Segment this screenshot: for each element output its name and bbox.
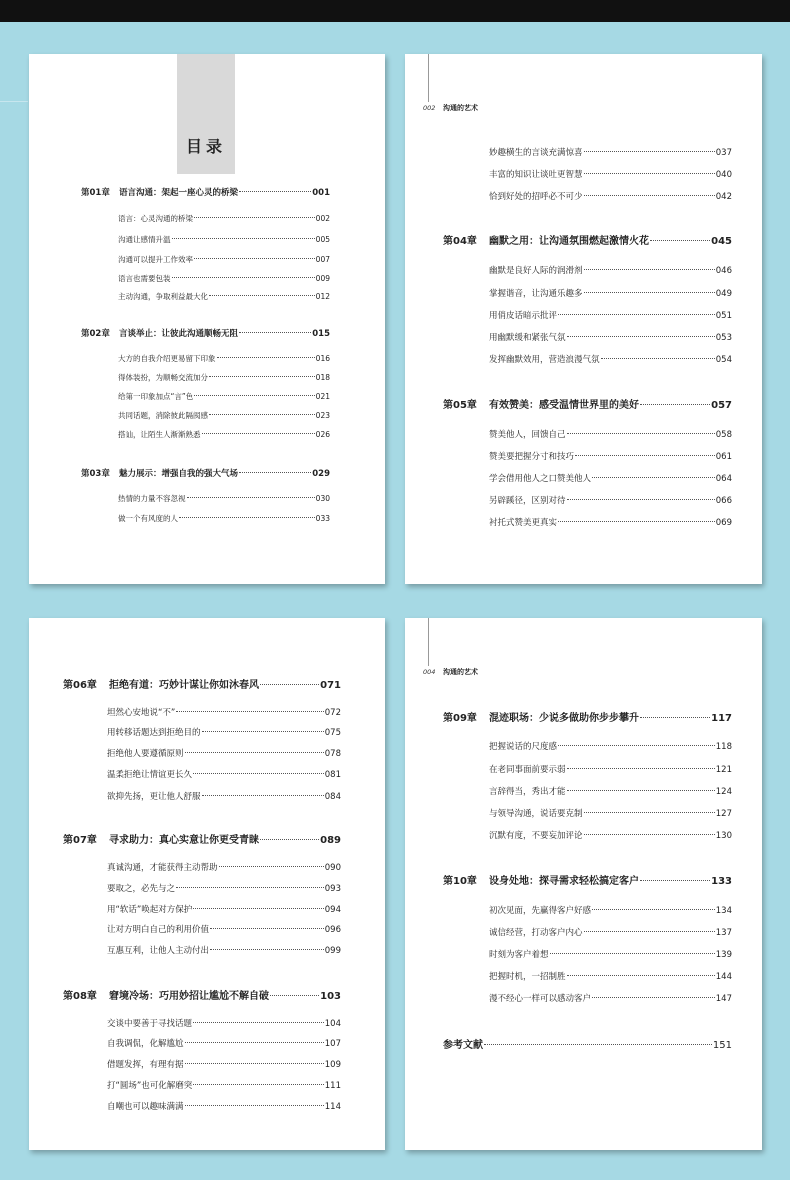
- chapter-page: 117: [711, 713, 732, 724]
- section-title: 幽默是良好人际的润滑剂: [489, 266, 583, 276]
- leader-dots: [176, 711, 323, 712]
- section-page: 021: [315, 392, 330, 401]
- references-label: 参考文献: [443, 1040, 483, 1051]
- leader-dots: [187, 497, 315, 498]
- section-title: 掌握谐音，让沟通乐趣多: [489, 289, 583, 299]
- section-title: 沉默有度，不要妄加评论: [489, 831, 583, 841]
- section-title: 用“软话”唤起对方保护: [107, 905, 193, 915]
- leader-dots: [193, 773, 324, 774]
- section-row[interactable]: [489, 926, 732, 938]
- section-row[interactable]: [107, 1037, 341, 1049]
- section-title: 让对方明白自己的利用价值: [107, 925, 210, 935]
- leader-dots: [193, 1022, 324, 1023]
- section-title: 交谈中要善于寻找话题: [107, 1019, 193, 1029]
- section-page: 037: [715, 148, 732, 158]
- chapter-title: 窘境冷场：巧用妙招让尴尬不解自破: [109, 991, 269, 1002]
- section-row[interactable]: [118, 291, 330, 302]
- section-row[interactable]: [118, 410, 330, 421]
- leader-dots: [260, 684, 319, 685]
- section-title: 给第一印象加点“言”色: [118, 392, 194, 401]
- section-title: 欲抑先扬，更让他人舒服: [107, 792, 201, 802]
- section-title: 温柔拒绝让情谊更长久: [107, 770, 193, 780]
- section-page: 144: [715, 972, 732, 982]
- section-title: 妙趣横生的言谈充满惊喜: [489, 148, 583, 158]
- section-page: 012: [315, 292, 330, 301]
- leader-dots: [567, 499, 715, 500]
- section-page: 049: [715, 289, 732, 299]
- leader-dots: [567, 433, 715, 434]
- chapter-page: 133: [711, 876, 732, 887]
- chapter-page: 029: [312, 469, 330, 479]
- references-row[interactable]: [443, 1036, 732, 1051]
- chapter-label: 第03章: [81, 469, 110, 479]
- section-title: 漫不经心一样可以感动客户: [489, 994, 592, 1004]
- section-page: 046: [715, 266, 732, 276]
- section-row[interactable]: [107, 1079, 341, 1091]
- section-page: 081: [324, 770, 341, 780]
- leader-dots: [209, 376, 315, 377]
- section-page: 066: [715, 496, 732, 506]
- leader-dots: [584, 151, 715, 152]
- chapter-row[interactable]: [443, 232, 732, 247]
- leader-dots: [584, 834, 715, 835]
- section-row[interactable]: [107, 1100, 341, 1112]
- section-row[interactable]: [489, 472, 732, 484]
- running-header: 沟通的艺术: [443, 668, 478, 676]
- section-title: 互惠互利，让他人主动付出: [107, 946, 210, 956]
- section-title: 搭讪，让陌生人渐渐熟悉: [118, 430, 201, 439]
- leader-dots: [592, 997, 715, 998]
- chapter-label: 第06章: [63, 680, 97, 691]
- chapter-row[interactable]: [81, 327, 330, 339]
- chapter-page: 015: [312, 329, 330, 339]
- section-row[interactable]: [489, 146, 732, 158]
- section-title: 沟通可以提升工作效率: [118, 255, 193, 264]
- leader-dots: [640, 717, 710, 718]
- section-page: 137: [715, 928, 732, 938]
- leader-dots: [270, 995, 319, 996]
- leader-dots: [592, 909, 715, 910]
- chapter-page: 089: [320, 835, 341, 846]
- section-title: 借题发挥，有理有据: [107, 1060, 184, 1070]
- toc-page-1: [29, 54, 385, 584]
- chapter-title: 语言沟通：架起一座心灵的桥梁: [119, 188, 239, 198]
- leader-dots: [260, 839, 319, 840]
- section-page: 127: [715, 809, 732, 819]
- section-title: 赞美要把握分寸和技巧: [489, 452, 575, 462]
- leader-dots: [209, 414, 315, 415]
- leader-dots: [194, 217, 315, 218]
- leader-dots: [558, 314, 715, 315]
- section-row[interactable]: [489, 309, 732, 321]
- section-title: 在老同事面前要示弱: [489, 765, 566, 775]
- section-page: 094: [324, 905, 341, 915]
- section-row[interactable]: [489, 970, 732, 982]
- section-title: 与领导沟通，说话要克制: [489, 809, 583, 819]
- section-title: 把握说话的尺度感: [489, 742, 558, 752]
- section-page: 107: [324, 1039, 341, 1049]
- chapter-row[interactable]: [443, 396, 732, 411]
- chapter-label: 第10章: [443, 876, 477, 887]
- toc-page-2: [405, 54, 762, 584]
- leader-dots: [239, 191, 311, 192]
- section-page: 033: [315, 514, 330, 523]
- section-row[interactable]: [489, 353, 732, 365]
- section-row[interactable]: [118, 513, 330, 524]
- section-page: 072: [324, 708, 341, 718]
- running-header: 沟通的艺术: [443, 104, 478, 112]
- section-row[interactable]: [107, 726, 341, 738]
- leader-dots: [592, 477, 715, 478]
- section-row[interactable]: [489, 948, 732, 960]
- section-title: 主动沟通，争取利益最大化: [118, 292, 208, 301]
- section-row[interactable]: [489, 785, 732, 797]
- chapter-page: 001: [312, 188, 330, 198]
- section-title: 语言也需要包装: [118, 274, 171, 283]
- leader-dots: [567, 975, 715, 976]
- leader-dots: [185, 1042, 324, 1043]
- chapter-row[interactable]: [443, 872, 732, 887]
- leader-dots: [210, 949, 324, 950]
- section-page: 058: [715, 430, 732, 440]
- chapter-row[interactable]: [63, 831, 341, 846]
- section-title: 打“圆场”也可化解磨突: [107, 1081, 193, 1091]
- leader-dots: [172, 238, 315, 239]
- section-row[interactable]: [107, 1017, 341, 1029]
- leader-dots: [584, 195, 715, 196]
- section-row[interactable]: [489, 494, 732, 506]
- leader-dots: [484, 1044, 712, 1045]
- chapter-page: 103: [320, 991, 341, 1002]
- section-row[interactable]: [118, 234, 330, 245]
- section-row[interactable]: [118, 213, 330, 224]
- section-row[interactable]: [118, 372, 330, 383]
- section-page: 114: [324, 1102, 341, 1112]
- section-page: 093: [324, 884, 341, 894]
- section-row[interactable]: [489, 904, 732, 916]
- section-page: 118: [715, 742, 732, 752]
- section-page: 053: [715, 333, 732, 343]
- header-rule: [428, 618, 429, 666]
- section-title: 另辟蹊径，区别对待: [489, 496, 566, 506]
- section-page: 042: [715, 192, 732, 202]
- section-title: 衬托式赞美更真实: [489, 518, 558, 528]
- leader-dots: [584, 812, 715, 813]
- section-row[interactable]: [489, 829, 732, 841]
- leader-dots: [640, 404, 710, 405]
- leader-dots: [550, 953, 715, 954]
- section-title: 把握时机，一招制胜: [489, 972, 566, 982]
- chapter-page: 071: [320, 680, 341, 691]
- section-title: 初次见面，先赢得客户好感: [489, 906, 592, 916]
- section-page: 007: [315, 255, 330, 264]
- chapter-label: 第08章: [63, 991, 97, 1002]
- section-title: 时刻为客户着想: [489, 950, 549, 960]
- section-row[interactable]: [107, 1058, 341, 1070]
- chapter-label: 第09章: [443, 713, 477, 724]
- leader-dots: [202, 433, 315, 434]
- section-title: 赞美他人，回馈自己: [489, 430, 566, 440]
- top-bar: [0, 0, 790, 22]
- leader-dots: [193, 908, 323, 909]
- header-rule: [428, 54, 429, 102]
- section-page: 075: [324, 728, 341, 738]
- chapter-label: 第02章: [81, 329, 110, 339]
- toc-page-4: [405, 618, 762, 1150]
- leader-dots: [567, 790, 715, 791]
- section-row[interactable]: [489, 516, 732, 528]
- leader-dots: [185, 1105, 324, 1106]
- section-page: 030: [315, 494, 330, 503]
- section-title: 发挥幽默效用，营造浪漫气氛: [489, 355, 600, 365]
- section-row[interactable]: [107, 706, 341, 718]
- leader-dots: [567, 336, 715, 337]
- section-page: 096: [324, 925, 341, 935]
- chapter-title: 幽默之用：让沟通氛围燃起激情火花: [489, 236, 649, 247]
- section-row[interactable]: [107, 790, 341, 802]
- leader-dots: [584, 931, 715, 932]
- section-row[interactable]: [489, 264, 732, 276]
- section-row[interactable]: [489, 331, 732, 343]
- section-page: 134: [715, 906, 732, 916]
- section-page: 104: [324, 1019, 341, 1029]
- section-row[interactable]: [118, 391, 330, 402]
- section-page: 061: [715, 452, 732, 462]
- leader-dots: [650, 240, 710, 241]
- leader-dots: [172, 277, 315, 278]
- section-row[interactable]: [107, 768, 341, 780]
- leader-dots: [179, 517, 315, 518]
- section-page: 147: [715, 994, 732, 1004]
- toc-page-3: [29, 618, 385, 1150]
- section-page: 124: [715, 787, 732, 797]
- chapter-title: 寻求助力：真心实意让你更受青睐: [109, 835, 259, 846]
- section-page: 054: [715, 355, 732, 365]
- leader-dots: [567, 768, 715, 769]
- section-row[interactable]: [107, 923, 341, 935]
- section-title: 拒绝他人要遵循原则: [107, 749, 184, 759]
- chapter-title: 拒绝有道：巧妙计谋让你如沐春风: [109, 680, 259, 691]
- leader-dots: [202, 731, 324, 732]
- section-row[interactable]: [107, 882, 341, 894]
- section-title: 沟通让感情升温: [118, 235, 171, 244]
- leader-dots: [176, 887, 324, 888]
- leader-dots: [640, 880, 710, 881]
- section-title: 丰富的知识让谈吐更智慧: [489, 170, 583, 180]
- section-page: 016: [315, 354, 330, 363]
- section-title: 语言：心灵沟通的桥梁: [118, 214, 193, 223]
- section-title: 言辞得当，秀出才能: [489, 787, 566, 797]
- section-row[interactable]: [107, 861, 341, 873]
- section-title: 诚信经营，打动客户内心: [489, 928, 583, 938]
- leader-dots: [194, 395, 314, 396]
- section-title: 用俏皮话暗示批评: [489, 311, 558, 321]
- chapter-row[interactable]: [81, 186, 330, 198]
- section-row[interactable]: [489, 428, 732, 440]
- chapter-title: 有效赞美：感受温情世界里的美好: [489, 400, 639, 411]
- leader-dots: [584, 292, 715, 293]
- section-title: 热情的力量不容忽视: [118, 494, 186, 503]
- section-page: 051: [715, 311, 732, 321]
- section-page: 040: [715, 170, 732, 180]
- section-page: 064: [715, 474, 732, 484]
- section-title: 要取之，必先与之: [107, 884, 176, 894]
- leader-dots: [219, 866, 324, 867]
- section-page: 009: [315, 274, 330, 283]
- chapter-page: 045: [711, 236, 732, 247]
- chapter-row[interactable]: [443, 709, 732, 724]
- section-title: 自嘲也可以趣味满满: [107, 1102, 184, 1112]
- leader-dots: [209, 295, 315, 296]
- chapter-label: 第04章: [443, 236, 477, 247]
- toc-title: 目录: [185, 137, 226, 156]
- section-row[interactable]: [489, 763, 732, 775]
- section-page: 023: [315, 411, 330, 420]
- chapter-row[interactable]: [81, 467, 330, 479]
- section-page: 084: [324, 792, 341, 802]
- leader-dots: [185, 752, 324, 753]
- section-row[interactable]: [118, 493, 330, 504]
- leader-dots: [217, 357, 315, 358]
- section-title: 得体装扮，为顺畅交流加分: [118, 373, 208, 382]
- section-row[interactable]: [107, 903, 341, 915]
- leader-dots: [193, 1084, 323, 1085]
- section-page: 005: [315, 235, 330, 244]
- section-page: 099: [324, 946, 341, 956]
- section-title: 坦然心安地说“不”: [107, 708, 176, 718]
- section-title: 学会借用他人之口赞美他人: [489, 474, 592, 484]
- leader-dots: [584, 173, 715, 174]
- chapter-label: 第01章: [81, 188, 110, 198]
- section-title: 自我调侃，化解尴尬: [107, 1039, 184, 1049]
- section-row[interactable]: [118, 353, 330, 364]
- leader-dots: [210, 928, 324, 929]
- section-page: 069: [715, 518, 732, 528]
- section-row[interactable]: [107, 747, 341, 759]
- section-row[interactable]: [118, 254, 330, 265]
- section-row[interactable]: [118, 429, 330, 440]
- page-number: 002: [423, 104, 436, 112]
- leader-dots: [239, 332, 311, 333]
- section-row[interactable]: [489, 287, 732, 299]
- leader-dots: [202, 795, 324, 796]
- leader-dots: [239, 472, 311, 473]
- section-page: 121: [715, 765, 732, 775]
- section-page: 139: [715, 950, 732, 960]
- section-title: 用转移话题达到拒绝目的: [107, 728, 201, 738]
- section-row[interactable]: [107, 944, 341, 956]
- references-page: 151: [712, 1040, 732, 1051]
- chapter-label: 第05章: [443, 400, 477, 411]
- chapter-title: 言谈举止：让彼此沟通顺畅无阻: [119, 329, 239, 339]
- section-page: 018: [315, 373, 330, 382]
- leader-dots: [601, 358, 715, 359]
- chapter-page: 057: [711, 400, 732, 411]
- chapter-row[interactable]: [63, 676, 341, 691]
- chapter-title: 设身处地：探寻需求轻松搞定客户: [489, 876, 639, 887]
- section-row[interactable]: [489, 450, 732, 462]
- section-row[interactable]: [489, 807, 732, 819]
- leader-dots: [194, 258, 315, 259]
- section-page: 026: [315, 430, 330, 439]
- leader-dots: [558, 521, 715, 522]
- section-page: 090: [324, 863, 341, 873]
- section-title: 用幽默缓和紧张气氛: [489, 333, 566, 343]
- section-title: 做一个有风度的人: [118, 514, 178, 523]
- section-title: 大方的自我介绍更易留下印象: [118, 354, 216, 363]
- section-row[interactable]: [489, 190, 732, 202]
- section-title: 共同话题，消除彼此隔阂感: [118, 411, 208, 420]
- section-page: 111: [324, 1081, 341, 1091]
- section-page: 078: [324, 749, 341, 759]
- chapter-title: 魅力展示：增强自我的强大气场: [119, 469, 239, 479]
- section-page: 002: [315, 214, 330, 223]
- section-page: 109: [324, 1060, 341, 1070]
- section-page: 130: [715, 831, 732, 841]
- background-mark: [0, 101, 28, 102]
- section-row[interactable]: [489, 740, 732, 752]
- section-row[interactable]: [118, 273, 330, 284]
- leader-dots: [185, 1063, 324, 1064]
- leader-dots: [584, 269, 715, 270]
- section-row[interactable]: [489, 992, 732, 1004]
- chapter-label: 第07章: [63, 835, 97, 846]
- section-row[interactable]: [489, 168, 732, 180]
- section-title: 恰到好处的招呼必不可少: [489, 192, 583, 202]
- section-title: 真诚沟通，才能获得主动帮助: [107, 863, 218, 873]
- page-number: 004: [423, 668, 436, 676]
- leader-dots: [558, 745, 715, 746]
- leader-dots: [575, 455, 715, 456]
- chapter-title: 混迹职场：少说多做助你步步攀升: [489, 713, 639, 724]
- chapter-row[interactable]: [63, 987, 341, 1002]
